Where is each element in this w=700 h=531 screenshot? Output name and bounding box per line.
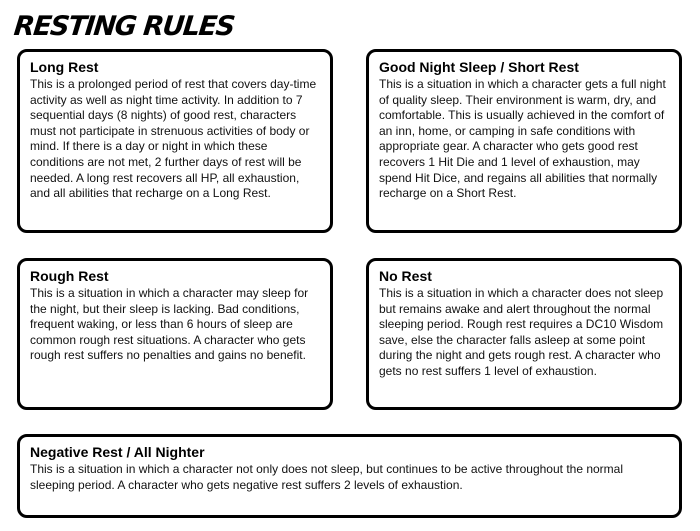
page-title: RESTING RULES: [12, 11, 236, 42]
short-rest-card: [366, 49, 682, 233]
no-rest-heading: No Rest: [379, 268, 432, 284]
rough-rest-text: This is a situation in which a character may sleep for the night, but their sleep is lacking. Bad conditions, frequent waking, or less than 6 hours of sleep are common rough rest situations. A character who gets rough rest suffers no penalties and gains no benefit.: [30, 286, 309, 363]
long-rest-text: This is a prolonged period of rest that covers day-time activity as well as night time activity. In addition to 7 sequential days (8 nights) of good rest, characters must not participate in strenuous activities of body or mind. If there is a day or night in which these conditions are not met, 2 further days of rest will be needed. A long rest recovers all HP, all exhaustion, and all abilities that recharge on a Long Rest.: [30, 77, 317, 201]
negative-rest-heading: Negative Rest / All Nighter: [30, 444, 205, 460]
negative-rest-text: This is a situation in which a character not only does not sleep, but continues to be active throughout the normal sleeping period. A character who gets negative rest suffers 2 levels of exhaustion.: [30, 462, 624, 492]
no-rest-card: [366, 258, 682, 410]
long-rest-heading: Long Rest: [30, 59, 99, 75]
rough-rest-heading: Rough Rest: [30, 268, 109, 284]
negative-rest-card: [17, 434, 682, 518]
rough-rest-card: [17, 258, 333, 410]
short-rest-text: This is a situation in which a character gets a full night of quality sleep. Their environment is warm, dry, and comfortable. This is usually achieved in the comfort of an inn, home, or camping in safe conditions with appropriate gear. A character who gets good rest recovers 1 Hit Die and 1 level of exhaustion, may spend Hit Dice, and regains all abilities that normally recharge on a Short Rest.: [379, 77, 666, 201]
no-rest-text: This is a situation in which a character does not sleep but remains awake and alert throughout the normal sleeping period. Rough rest requires a DC10 Wisdom save, else the character falls asleep at some point during the night and gets rough rest. A character who gets no rest suffers 1 level of exhaustion.: [379, 286, 664, 378]
long-rest-card: [17, 49, 333, 233]
short-rest-heading: Good Night Sleep / Short Rest: [379, 59, 579, 75]
